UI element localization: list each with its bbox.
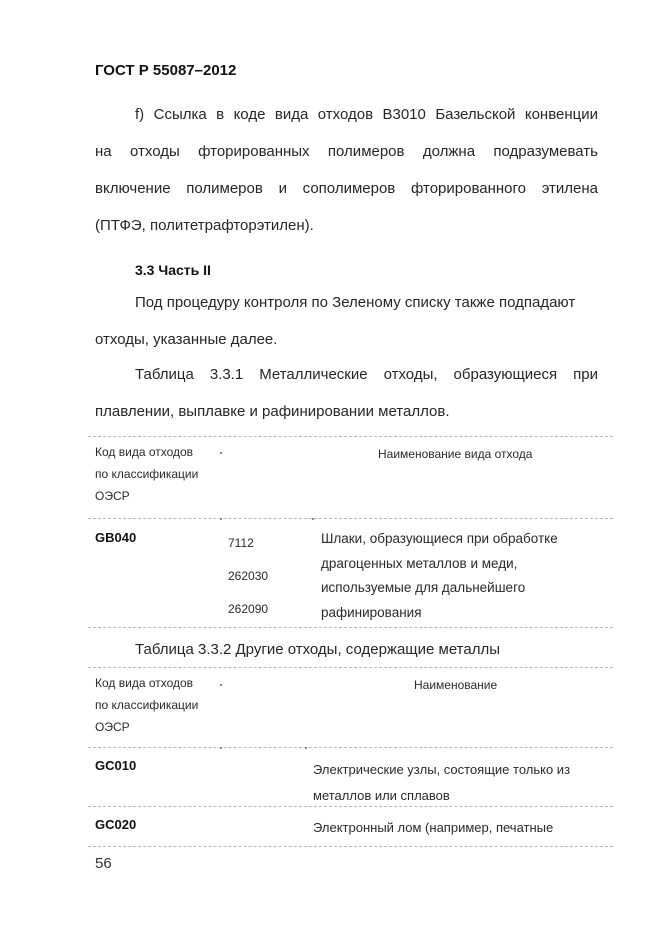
subcode: 262090	[228, 602, 269, 616]
table-rule	[88, 747, 613, 748]
table1-row-subcodes	[228, 527, 268, 626]
header-line: Код вида отходов	[95, 445, 194, 459]
table-rule	[88, 846, 613, 847]
table2-caption	[95, 631, 598, 668]
name-line: Шлаки, образующиеся при обработке	[321, 531, 558, 546]
table2-row-name	[313, 757, 570, 809]
header-line: Код вида отходов	[95, 676, 194, 690]
header-line: по классификации	[95, 467, 199, 481]
note-f-line: включение полимеров и сополимеров фторированного этилена	[95, 180, 598, 197]
note-f-paragraph	[95, 96, 598, 244]
note-f-line: на отходы фторированных полимеров должна подразумевать	[95, 143, 598, 160]
header-line: ОЭСР	[95, 489, 130, 503]
table1-header-code	[95, 441, 198, 507]
table1-row-code: GB040	[95, 530, 137, 545]
table1-caption	[95, 356, 598, 430]
name-line: Электрические узлы, состоящие только из	[313, 762, 571, 777]
note-f-line: (ПТФЭ, политетрафторэтилен).	[95, 217, 314, 234]
table1-caption-line: Таблица 3.3.1 Металлические отходы, образующиеся при	[135, 366, 598, 383]
name-line: драгоценных металлов и меди,	[321, 555, 518, 571]
table1-row-name	[321, 527, 558, 625]
table-rule	[88, 667, 613, 668]
table-tick	[312, 518, 314, 520]
note-f-line: f) Ссылка в коде вида отходов В3010 Базельской конвенции	[135, 106, 598, 123]
name-line: Электронный лом (например, печатные	[313, 820, 554, 835]
table-tick	[220, 747, 222, 749]
header-line: по классификации	[95, 698, 199, 712]
table2-header-name: Наименование	[414, 678, 498, 692]
subcode: 262030	[228, 569, 269, 583]
table-tick	[220, 452, 222, 454]
header-line: ОЭСР	[95, 720, 130, 734]
table-rule	[88, 806, 613, 807]
table-rule	[88, 436, 613, 437]
table-rule	[88, 627, 613, 628]
intro-line: Под процедуру контроля по Зеленому списку также подпадают	[135, 294, 576, 311]
table2-header-code	[95, 672, 198, 738]
subcode: 7112	[228, 536, 254, 550]
table-tick	[305, 747, 307, 749]
intro-paragraph	[95, 284, 598, 358]
table-tick	[220, 684, 222, 686]
table2-row-code: GC020	[95, 817, 137, 832]
table2-row-code: GC010	[95, 758, 137, 773]
table-rule	[88, 518, 613, 519]
name-line: используемые для дальнейшего	[321, 580, 526, 595]
intro-line: отходы, указанные далее.	[95, 331, 278, 348]
table1-caption-line: плавлении, выплавке и рафинировании металлов.	[95, 403, 450, 420]
name-line: рафинирования	[321, 604, 422, 620]
section-heading: 3.3 Часть II	[135, 262, 211, 278]
page-number: 56	[95, 855, 112, 872]
table-tick	[220, 518, 222, 520]
standard-header: ГОСТ Р 55087–2012	[95, 62, 237, 79]
name-line: металлов или сплавов	[313, 788, 450, 803]
table2-row-name	[313, 815, 553, 841]
table1-header-name: Наименование вида отхода	[378, 447, 533, 461]
table2-caption-line: Таблица 3.3.2 Другие отходы, содержащие металлы	[135, 641, 501, 658]
